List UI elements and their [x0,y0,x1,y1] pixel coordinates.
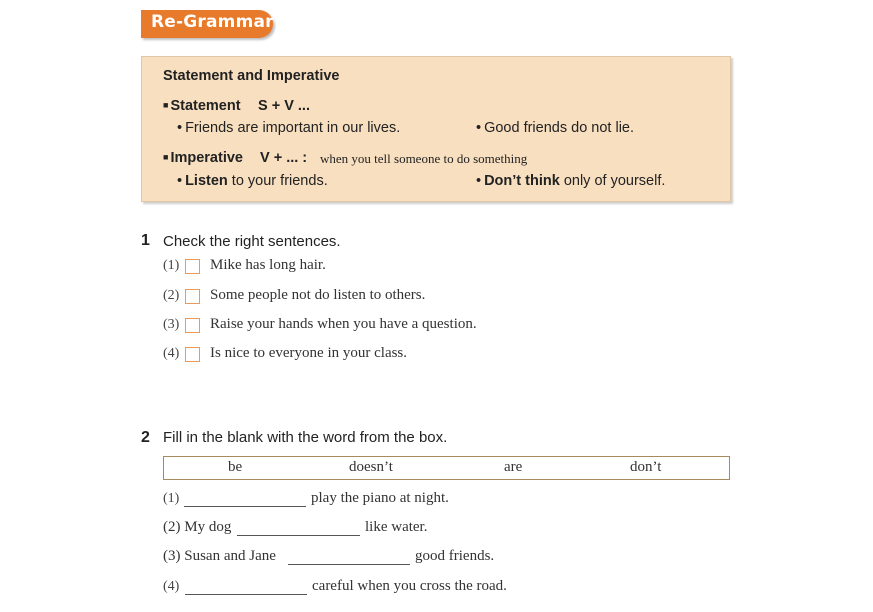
square-bullet-icon: ■ [163,152,169,162]
imperative-example-2: • Don’t think only of yourself. [476,173,666,189]
bullet-icon: • [476,173,482,189]
exercise-2-title: Fill in the blank with the word from the box. [163,429,448,446]
fill-3-after: good friends. [415,548,495,564]
statement-row [163,98,241,114]
fill-3-number: (3) Susan and Jane [163,548,276,564]
word-doesnt: doesn’t [349,459,393,475]
fill-2-after: like water. [365,519,428,535]
statement-formula: S + V ... [258,98,310,114]
imperative-example-1: • Listen to your friends. [177,173,328,189]
fill-4-blank[interactable] [185,578,307,595]
imperative-row [163,150,243,166]
bullet-icon: • [476,120,482,136]
exercise-2-number: 2 [141,429,150,446]
bullet-icon: • [177,173,183,189]
fill-4-number: (4) [163,579,180,594]
fill-1-after: play the piano at night. [311,490,449,506]
fill-2-before: My dog [184,519,232,535]
exercise-1-number: 1 [141,232,150,249]
checkbox-1[interactable] [185,259,200,274]
item-3-number: (3) [163,317,180,332]
item-1-text: Mike has long hair. [210,257,326,273]
fill-1-blank[interactable] [184,490,306,507]
fill-2-number: (2) My dog [163,519,232,535]
statement-example-1: • Friends are important in our lives. [177,120,401,136]
imperative-label: Imperative [170,150,243,166]
exercise-1-title: Check the right sentences. [163,233,341,250]
checkbox-3[interactable] [185,318,200,333]
word-be: be [228,459,243,475]
checkbox-4[interactable] [185,347,200,362]
item-2-text: Some people not do listen to others. [210,287,426,303]
imperative-note: when you tell someone to do something [320,151,528,166]
square-bullet-icon: ■ [163,100,169,110]
item-3-text: Raise your hands when you have a question. [210,316,477,332]
fill-3-blank[interactable] [288,548,410,565]
item-1-number: (1) [163,258,180,273]
item-4-text: Is nice to everyone in your class. [210,345,408,361]
imperative-formula: V + ... : [260,150,308,166]
word-dont: don’t [630,459,662,475]
fill-2-blank[interactable] [237,519,360,536]
item-4-number: (4) [163,346,180,361]
item-2-number: (2) [163,288,180,303]
checkbox-2[interactable] [185,289,200,304]
word-are: are [504,459,523,475]
bullet-icon: • [177,120,183,136]
fill-3-before: Susan and Jane [184,548,276,564]
fill-4-after: careful when you cross the road. [312,578,507,594]
statement-label: Statement [170,98,241,114]
fill-1-number: (1) [163,491,180,506]
section-tag-label: Re-Grammar [151,12,274,32]
statement-example-2: • Good friends do not lie. [476,120,635,136]
grammar-title: Statement and Imperative [163,68,340,84]
